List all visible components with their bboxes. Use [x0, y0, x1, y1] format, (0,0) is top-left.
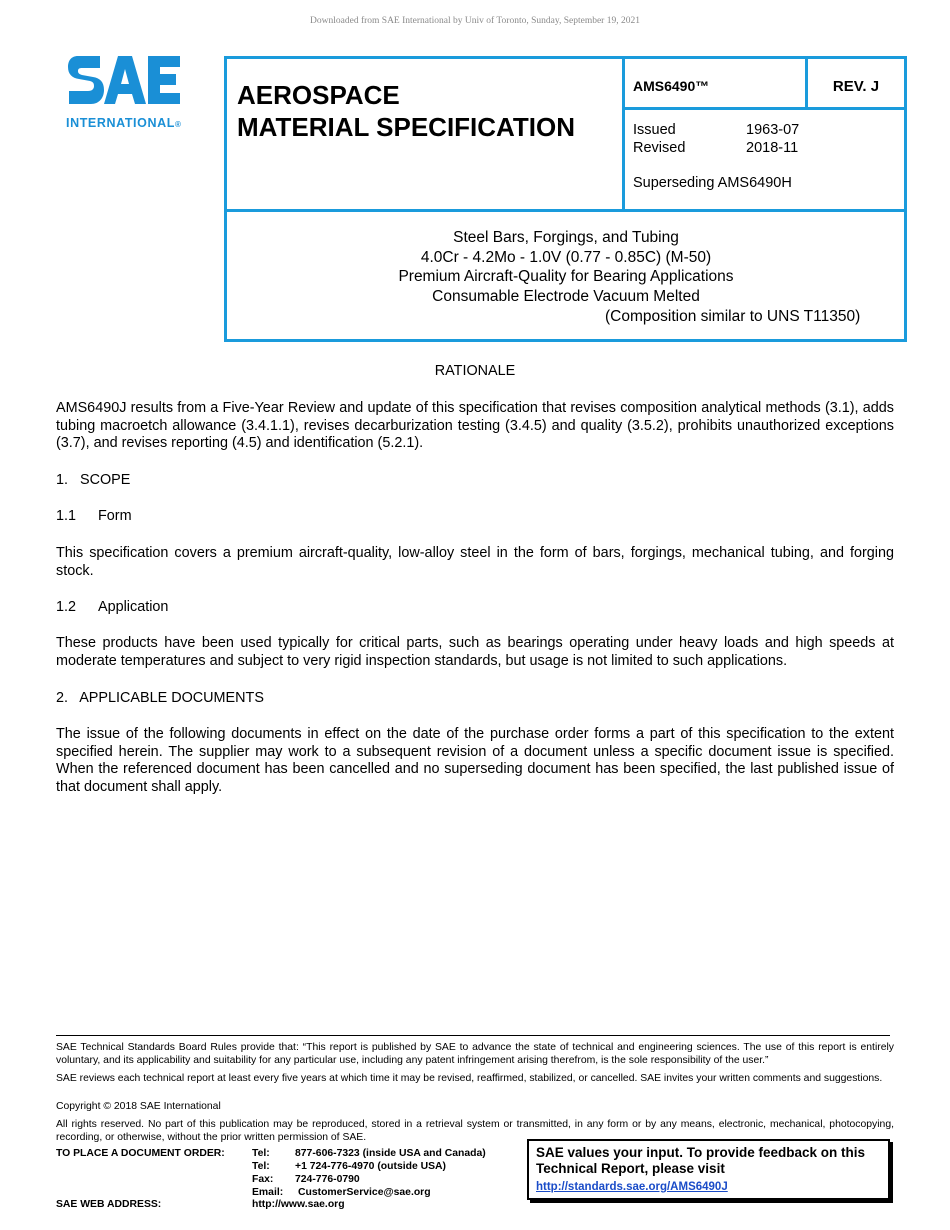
web-address-link[interactable]: http://www.sae.org [252, 1199, 345, 1210]
download-banner: Downloaded from SAE International by Univ of Toronto, Sunday, September 19, 2021 [310, 16, 640, 26]
spec-header-box [224, 56, 907, 342]
feedback-box [527, 1139, 890, 1200]
revision-label: REV. J [808, 59, 904, 110]
subject-line-4: Consumable Electrode Vacuum Melted [432, 288, 700, 305]
email-label: Email: [252, 1187, 284, 1198]
order-label: TO PLACE A DOCUMENT ORDER: [56, 1148, 225, 1159]
sae-logo [66, 52, 196, 132]
section-1-1-title: Form [98, 508, 132, 524]
superseding-note: Superseding AMS6490H [633, 175, 792, 191]
subject-line-3: Premium Aircraft-Quality for Bearing Applications [398, 268, 734, 285]
section-1-heading: 1. SCOPE [56, 472, 131, 488]
feedback-text: SAE values your input. To provide feedback on this Technical Report, please visit [536, 1145, 866, 1176]
email-address[interactable]: CustomerService@sae.org [298, 1187, 431, 1198]
spec-title-line-1: AEROSPACE [237, 80, 400, 110]
section-2-text: The issue of the following documents in effect on the date of the purchase order forms a part of this specification to the extent specified herein. The supplier may work to a subsequent revision of a document unless a specific document issue is specified. When the referenced document has been cancelled and no superseding document has been specified, the last published issue of that document shall apply. [56, 726, 894, 795]
subject-line-5: (Composition similar to UNS T11350) [605, 308, 861, 325]
tel-label-2: Tel: [252, 1161, 270, 1172]
section-1-2-title: Application [98, 599, 169, 615]
footer-standards-rules: SAE Technical Standards Board Rules provide that: “This report is published by SAE to advance the state of technical and engineering sciences. The use of this report is entirely voluntary, and its applicability and suitability for any particular use, including any patent infringement arising therefrom, is the sole responsibility of the user.” [56, 1042, 894, 1066]
web-address-label: SAE WEB ADDRESS: [56, 1199, 162, 1210]
footer-divider [56, 1035, 890, 1036]
spec-title-cell [227, 59, 625, 212]
issue-dates-cell [625, 110, 904, 212]
issued-label: Issued [633, 122, 676, 138]
tel-number-2: +1 724-776-4970 (outside USA) [295, 1161, 447, 1172]
section-1-2-number: 1.2 [56, 599, 77, 615]
section-1-1-text: This specification covers a premium aircraft-quality, low-alloy steel in the form of bars, forgings, mechanical tubing, and forging stock. [56, 545, 894, 579]
fax-label: Fax: [252, 1174, 274, 1185]
spec-title-line-2: MATERIAL SPECIFICATION [237, 112, 575, 142]
subject-line-1: Steel Bars, Forgings, and Tubing [453, 229, 679, 246]
section-1-2-text: These products have been used typically for critical parts, such as bearings operating under heavy loads and high speeds at moderate temperatures and subject to very rigid inspection standards, but usage is not limited to such applications. [56, 635, 894, 669]
sae-logo-subtitle: INTERNATIONAL® [66, 116, 182, 130]
rationale-text: AMS6490J results from a Five-Year Review and update of this specification that revises composition analytical methods (3.1), adds tubing macroetch allowance (3.4.1.1), revises decarburization testing (3.4.5) and quality (3.5.2), prohibits unauthorized exceptions (3.7), and revises reporting (4.5) and identification (5.2.1). [56, 400, 894, 451]
footer-copyright: Copyright © 2018 SAE International [56, 1101, 221, 1112]
document-id: AMS6490™ [625, 59, 808, 110]
feedback-link[interactable]: http://standards.sae.org/AMS6490J [536, 1181, 728, 1193]
subject-line-2: 4.0Cr - 4.2Mo - 1.0V (0.77 - 0.85C) (M-50) [420, 249, 712, 266]
section-1-1-number: 1.1 [56, 508, 77, 524]
tel-label-1: Tel: [252, 1148, 270, 1159]
sae-logo-mark [66, 52, 182, 114]
rationale-heading: RATIONALE [434, 363, 516, 379]
revised-label: Revised [633, 140, 686, 156]
footer-rights: All rights reserved. No part of this publication may be reproduced, stored in a retrieval system or transmitted, in any form or by any means, electronic, mechanical, photocopying, recording, or otherwise, without the prior written permission of SAE. [56, 1119, 894, 1143]
issued-date: 1963-07 [746, 122, 800, 138]
revised-date: 2018-11 [746, 140, 799, 156]
footer-review-note: SAE reviews each technical report at least every five years at which time it may be revised, reaffirmed, stabilized, or cancelled. SAE invites your written comments and suggestions. [56, 1073, 883, 1084]
spec-subject [227, 212, 904, 339]
tel-number-1: 877-606-7323 (inside USA and Canada) [295, 1148, 486, 1159]
section-2-heading: 2. APPLICABLE DOCUMENTS [56, 690, 264, 706]
fax-number: 724-776-0790 [295, 1174, 360, 1185]
